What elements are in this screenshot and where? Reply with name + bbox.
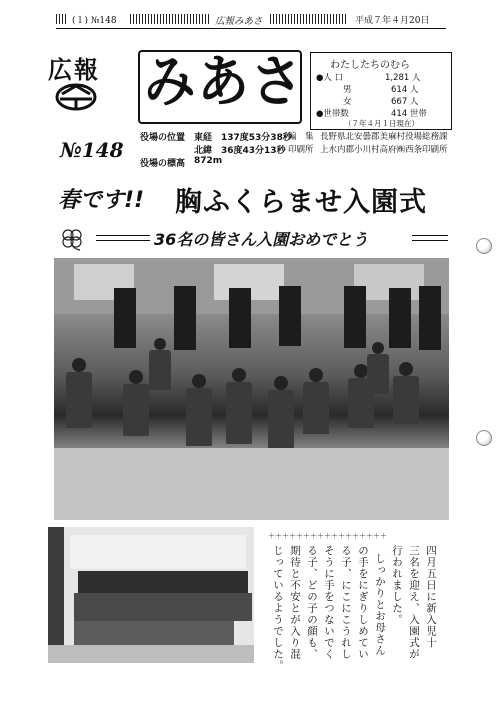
households-label: ●世帯数 bbox=[316, 109, 349, 119]
article-divider: ＋＋＋＋＋＋＋＋＋＋＋＋＋＋＋＋＋ bbox=[268, 532, 387, 540]
latitude: 北緯 36度43分13秒 bbox=[194, 146, 286, 156]
printer-label: 印刷所 bbox=[288, 145, 314, 155]
header-hatch-left bbox=[56, 14, 68, 24]
article-col-5: の手をにぎりしめてい bbox=[357, 545, 369, 660]
clover-icon bbox=[58, 227, 88, 251]
header-hatch-mid1 bbox=[130, 14, 210, 24]
subheadline-rule-right bbox=[412, 235, 448, 241]
printer-value: 上水内郡小川村高府㈱西条印刷所 bbox=[320, 145, 448, 155]
koho-label: 広報 bbox=[48, 56, 100, 84]
male-value: 614 人 bbox=[391, 85, 419, 95]
article-col-6: る子、にこにこうれし bbox=[340, 545, 352, 660]
female-label: 女 bbox=[343, 97, 352, 107]
issue-number: №148 bbox=[60, 138, 124, 162]
header-paper-name: 広報みあさ bbox=[215, 16, 263, 27]
village-emblem-icon bbox=[54, 82, 98, 112]
group-photo bbox=[48, 527, 254, 663]
population-value: 1,281 人 bbox=[385, 73, 421, 83]
longitude: 東経 137度53分38秒 bbox=[194, 133, 292, 143]
editor-label: 編 集 bbox=[288, 132, 314, 142]
masthead-title: みあさ bbox=[144, 50, 305, 115]
article-col-7: そうに手をつないでく bbox=[323, 545, 335, 660]
article-col-3: 行われました。 bbox=[391, 545, 403, 626]
header-date: 平成７年４月20日 bbox=[355, 16, 430, 26]
binder-hole-bottom bbox=[476, 430, 492, 446]
main-photo bbox=[54, 258, 449, 520]
binder-hole-top bbox=[476, 238, 492, 254]
headline-spring: 春です!! bbox=[58, 188, 145, 213]
village-stats-title: わたしたちのむら bbox=[330, 60, 410, 71]
male-label: 男 bbox=[343, 85, 352, 95]
altitude-label: 役場の標高 bbox=[140, 159, 186, 169]
article-col-4: しっかりとお母さん bbox=[374, 553, 386, 657]
header-issue: (１) №148 bbox=[72, 16, 117, 26]
article-col-1: 四月五日に新入児十 bbox=[425, 545, 437, 649]
article-col-8: る子、どの子の顔も、 bbox=[306, 545, 318, 660]
headline-main: 胸ふくらませ入園式 bbox=[175, 187, 427, 218]
editor-value: 長野県北安曇郡美麻村役場総務課 bbox=[320, 132, 448, 142]
population-label: ●人 口 bbox=[316, 73, 344, 83]
article-col-10: じっているようでした。 bbox=[272, 545, 284, 672]
header-rule bbox=[56, 28, 446, 29]
households-value: 414 世帯 bbox=[391, 109, 427, 119]
as-of-date: （７年４月１日現在） bbox=[344, 119, 419, 128]
altitude-value: 872m bbox=[194, 156, 223, 166]
subheadline: 36名の皆さん入園おめでとう bbox=[154, 230, 369, 249]
header-hatch-mid2 bbox=[270, 14, 346, 24]
subheadline-rule-left bbox=[96, 235, 150, 241]
location-label: 役場の位置 bbox=[140, 133, 186, 143]
article-col-2: 三名を迎え、入園式が bbox=[408, 545, 420, 660]
article-col-9: 期待と不安とが入り混 bbox=[289, 545, 301, 660]
female-value: 667 人 bbox=[391, 97, 419, 107]
